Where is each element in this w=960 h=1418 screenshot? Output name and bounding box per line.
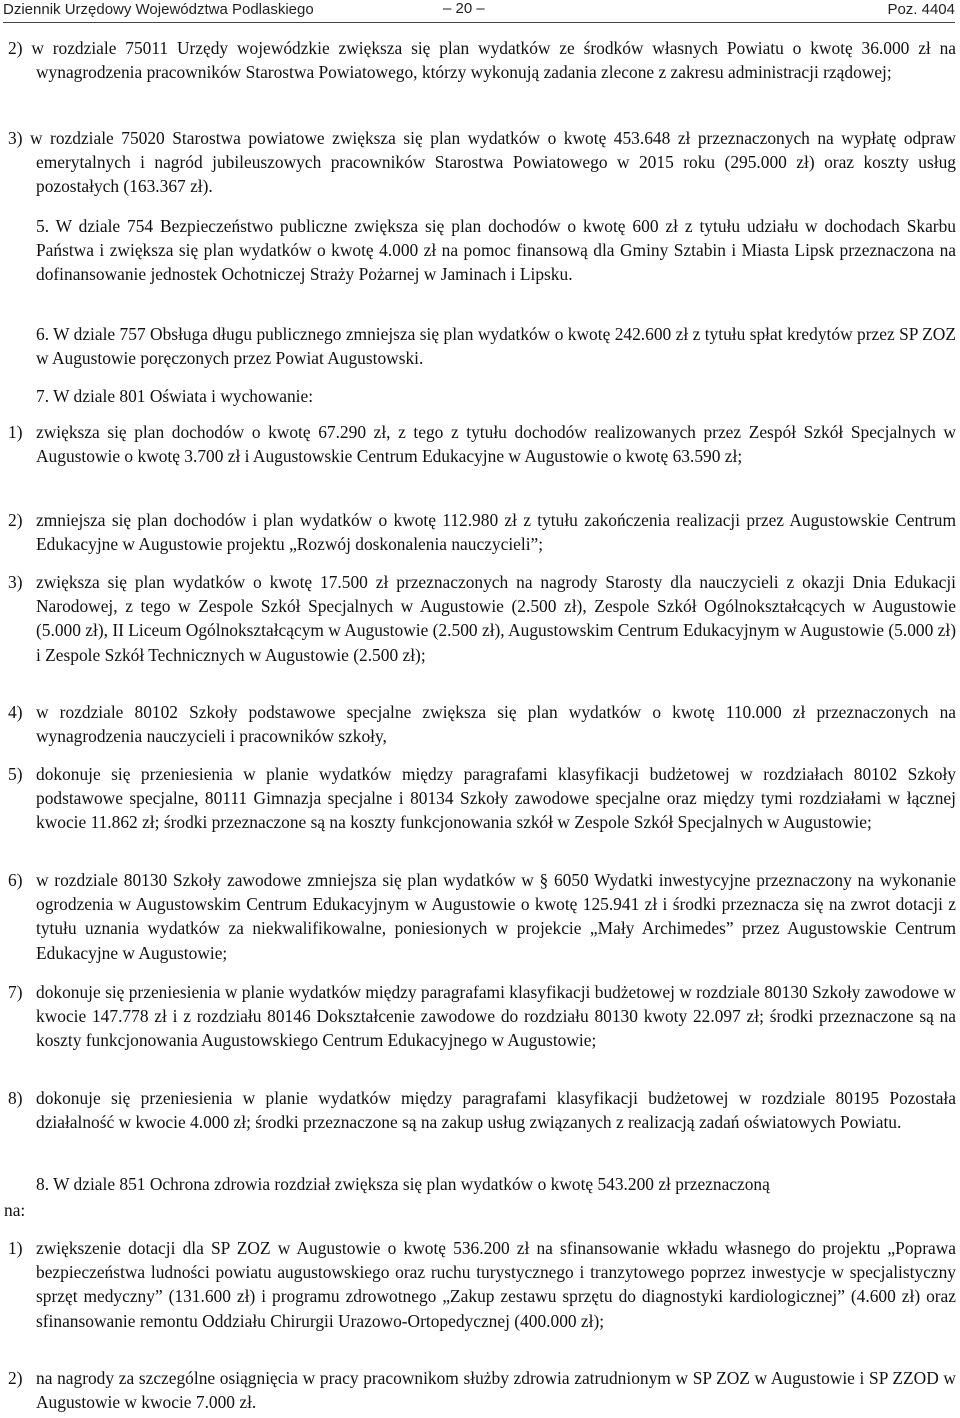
position-number: Poz. 4404	[887, 1, 955, 18]
item-text: na nagrody za szczególne osiągnięcia w pracy pracownikom służby zdrowia zatrudnionym w SP ZOZ w Augustowie i SP ZZOD w Augustowie w kwocie 7.000 zł.	[36, 1368, 956, 1413]
item-number: 7)	[8, 982, 23, 1002]
item-number: 3)	[8, 572, 23, 592]
page-header	[3, 0, 955, 20]
section-7-oswiata-heading: 7. W dziale 801 Oświata i wychowanie:	[36, 386, 314, 406]
item-text: zwiększenie dotacji dla SP ZOZ w Augustowie o kwotę 536.200 zł na sfinansowanie wkładu własnego do projektu „Poprawa bezpieczeństwa ludności powiatu augustowskiego oraz ruchu turystycznego i tranzytowego poprzez inwestycje w specjalistyczny sprzęt medyczny” (131.600 zł) i programu zdrowotnego „Zakup zestawu sprzętu do diagnostyki kardiologicznej” (4.600 zł) oraz sfinansowanie remontu Oddziału Chirurgii Urazowo-Ortopedycznej (400.000 zł);	[36, 1238, 956, 1331]
paragraph-3-starostwa-powiatowe: 3) w rozdziale 75020 Starostwa powiatowe zwiększa się plan wydatków o kwotę 453.648 zł przeznaczonych na wypłatę odpraw emerytalnych i nagród jubileuszowych pracowników Starostwa Powiatowego w 2015 roku (295.000 zł) oraz koszty usług pozostałych (163.367 zł).	[8, 128, 956, 197]
s7-item-4	[8, 700, 956, 748]
s7-item-3	[8, 570, 956, 667]
section-6-obsluga-dlugu	[8, 322, 956, 370]
item-number: 1)	[8, 1238, 23, 1258]
item-number: 8)	[8, 1088, 23, 1108]
header-rule	[3, 22, 955, 23]
item-text: zwiększa się plan wydatków o kwotę 17.500 zł przeznaczonych na nagrody Starosty dla nauczycieli z okazji Dnia Edukacji Narodowej, z tego w Zespole Szkół Specjalnych w Augustowie (2.500 zł), Zespole Szkół Ogólnokształcących w Augustowie (5.000 zł), II Liceum Ogólnokształcącym w Augustowie (2.500 zł), Augustowskim Centrum Edukacyjnym w Augustowie (5.000 zł) i Zespole Szkół Technicznych w Augustowie (2.500 zł);	[36, 572, 956, 665]
item-number: 2)	[8, 510, 23, 530]
item-number: 6)	[8, 870, 23, 890]
item-number: 5)	[8, 764, 23, 784]
s7-item-6	[8, 868, 956, 965]
item-number: 4)	[8, 702, 23, 722]
section-8-na: na:	[4, 1200, 26, 1220]
item-text: w rozdziale 80130 Szkoły zawodowe zmniejsza się plan wydatków w § 6050 Wydatki inwestycyjne przeznaczony na wykonanie ogrodzenia w Augustowskim Centrum Edukacyjnym w Augustowie o kwotę 125.941 zł i środki przeznacza się na zwrot dotacji z tytułu uznania wydatków za niekwalifikowalne, poniesionych w projekcie „Mały Archimedes” przez Augustowskie Centrum Edukacyjne w Augustowie;	[36, 870, 956, 963]
section-5-text: 5. W dziale 754 Bezpieczeństwo publiczne zwiększa się plan dochodów o kwotę 600 zł z tytułu udziału w dochodach Skarbu Państwa i zwiększa się plan wydatków o kwotę 4.000 zł na pomoc finansową dla Gminy Sztabin i Miasta Lipsk przeznaczona na dofinansowanie jednostek Ochotniczej Straży Pożarnej w Jaminach i Lipsku.	[36, 216, 956, 285]
item-number: 1)	[8, 422, 23, 442]
s7-item-7	[8, 980, 956, 1053]
s7-item-2	[8, 508, 956, 556]
paragraph-2-urzedy-wojewodzkie: 2) w rozdziale 75011 Urzędy wojewódzkie zwiększa się plan wydatków ze środków własnych Powiatu o kwotę 36.000 zł na wynagrodzenia pracowników Starostwa Powiatowego, którzy wykonują zadania zlecone z zakresu administracji rządowej;	[8, 38, 956, 83]
s8-item-2	[8, 1366, 956, 1414]
item-number: 2)	[8, 1368, 23, 1388]
section-6-text: 6. W dziale 757 Obsługa długu publicznego zmniejsza się plan wydatków o kwotę 242.600 zł z tytułu spłat kredytów przez SP ZOZ w Augustowie poręczonych przez Powiat Augustowski.	[36, 324, 956, 369]
item-text: zmniejsza się plan dochodów i plan wydatków o kwotę 112.980 zł z tytułu zakończenia realizacji przez Augustowskie Centrum Edukacyjne w Augustowie projektu „Rozwój doskonalenia nauczycieli”;	[36, 510, 956, 555]
section-5-bezpieczenstwo	[8, 214, 956, 287]
item-text: dokonuje się przeniesienia w planie wydatków między paragrafami klasyfikacji budżetowej w rozdziale 80195 Pozostała działalność w kwocie 4.000 zł; środki przeznaczone są na zakup usług związanych z realizacją zadań oświatowych Powiatu.	[36, 1088, 956, 1133]
item-text: dokonuje się przeniesienia w planie wydatków między paragrafami klasyfikacji budżetowej w rozdziałach 80102 Szkoły podstawowe specjalne, 80111 Gimnazja specjalne i 80134 Szkoły zawodowe specjalne oraz między tymi rozdziałami w łącznej kwocie 11.862 zł; środki przeznaczone są na koszty funkcjonowania szkół w Zespole Szkół Specjalnych w Augustowie;	[36, 764, 956, 833]
s7-item-1	[8, 420, 956, 468]
s7-item-8	[8, 1086, 956, 1134]
s7-item-5	[8, 762, 956, 835]
item-text: zwiększa się plan dochodów o kwotę 67.290 zł, z tego z tytułu dochodów realizowanych przez Zespół Szkół Specjalnych w Augustowie o kwotę 3.700 zł i Augustowskie Centrum Edukacyjne w Augustowie o kwotę 63.590 zł;	[36, 422, 956, 467]
item-text: w rozdziale 80102 Szkoły podstawowe specjalne zwiększa się plan wydatków o kwotę 110.000 zł przeznaczonych na wynagrodzenia nauczycieli i pracowników szkoły,	[36, 702, 956, 747]
s8-item-1	[8, 1236, 956, 1333]
section-8-ochrona-zdrowia: 8. W dziale 851 Ochrona zdrowia rozdział zwiększa się plan wydatków o kwotę 543.200 zł przeznaczoną	[36, 1174, 770, 1194]
page-number: – 20 –	[443, 0, 485, 17]
item-text: dokonuje się przeniesienia w planie wydatków między paragrafami klasyfikacji budżetowej w rozdziale 80130 Szkoły zawodowe w kwocie 147.778 zł i z rozdziału 80146 Dokształcenie zawodowe do rozdziału 80130 kwoty 22.097 zł; środki przeznaczone są na koszty funkcjonowania Augustowskiego Centrum Edukacyjnego w Augustowie;	[36, 982, 956, 1051]
journal-title: Dziennik Urzędowy Województwa Podlaskiego	[3, 1, 314, 18]
